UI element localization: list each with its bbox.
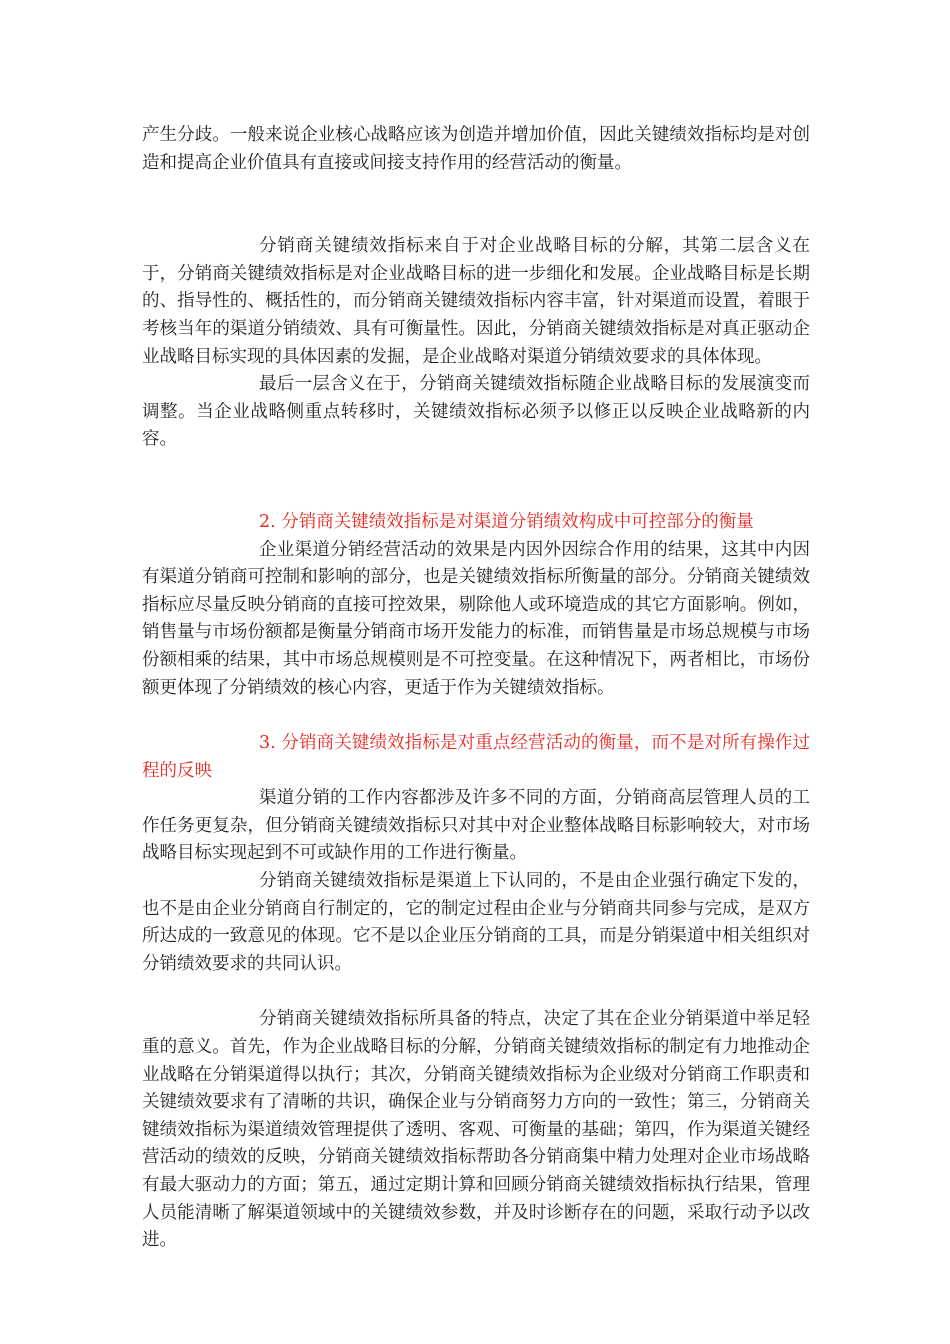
paragraph-significance: 分销商关键绩效指标所具备的特点，决定了其在企业分销渠道中举足轻重的意义。首先，作为企业战略目标的分解，分销商关键绩效指标的制定有力地推动企业战略在分销渠道得以执行；其次，分销商关键绩效指标为企业级对分销商工作职责和关键绩效要求有了清晰的共识，确保企业与分销商努力方向的一致性；第三，分销商关键绩效指标为渠道绩效管理提供了透明、客观、可衡量的基础；第四，作为渠道关键经营活动的绩效的反映，分销商关键绩效指标帮助各分销商集中精力处理对企业市场战略有最大驱动力的方面；第五，通过定期计算和回顾分销商关键绩效指标执行结果，管理人员能清晰了解渠道领域中的关键绩效参数，并及时诊断存在的问题，采取行动予以改进。	[142, 1009, 810, 1251]
paragraph-key-activities: 渠道分销的工作内容都涉及许多不同的方面，分销商高层管理人员的工作任务更复杂，但分销商关键绩效指标只对其中对企业整体战略目标影响较大，对市场战略目标实现起到不可或缺作用的工作进行衡量。	[142, 788, 810, 864]
paragraph-consensus: 分销商关键绩效指标是渠道上下认同的，不是由企业强行确定下发的，也不是由企业分销商自行制定的，它的制定过程由企业与分销商共同参与完成，是双方所达成的一致意见的体现。它不是以企业压分销商的工具，而是分销渠道中相关组织对分销绩效要求的共同认识。	[142, 871, 810, 974]
section-heading-2: 2. 分销商关键绩效指标是对渠道分销绩效构成中可控部分的衡量	[259, 511, 754, 532]
paragraph-second-meaning: 分销商关键绩效指标来自于对企业战略目标的分解，其第二层含义在于，分销商关键绩效指标是对企业战略目标的进一步细化和发展。企业战略目标是长期的、指导性的、概括性的，而分销商关键绩效指标内容丰富，针对渠道而设置，着眼于考核当年的渠道分销绩效、具有可衡量性。因此，分销商关键绩效指标是对真正驱动企业战略目标实现的具体因素的发掘，是企业战略对渠道分销绩效要求的具体体现。	[142, 236, 810, 367]
document-page	[142, 122, 810, 1255]
paragraph-last-meaning: 最后一层含义在于，分销商关键绩效指标随企业战略目标的发展演变而调整。当企业战略侧重点转移时，关键绩效指标必须予以修正以反映企业战略新的内容。	[142, 374, 810, 450]
paragraph-intro: 产生分歧。一般来说企业核心战略应该为创造并增加价值，因此关键绩效指标均是对创造和提高企业价值具有直接或间接支持作用的经营活动的衡量。	[142, 125, 810, 173]
paragraph-controllable-part: 企业渠道分销经营活动的效果是内因外因综合作用的结果，这其中内因有渠道分销商可控制和影响的部分，也是关键绩效指标所衡量的部分。分销商关键绩效指标应尽量反映分销商的直接可控效果，剔除他人或环境造成的其它方面影响。例如，销售量与市场份额都是衡量分销商市场开发能力的标准，而销售量是市场总规模与市场份额相乘的结果，其中市场总规模则是不可控变量。在这种情况下，两者相比，市场份额更体现了分销绩效的核心内容，更适于作为关键绩效指标。	[142, 539, 810, 698]
section-heading-3: 3. 分销商关键绩效指标是对重点经营活动的衡量，而不是对所有操作过程的反映	[142, 733, 810, 781]
